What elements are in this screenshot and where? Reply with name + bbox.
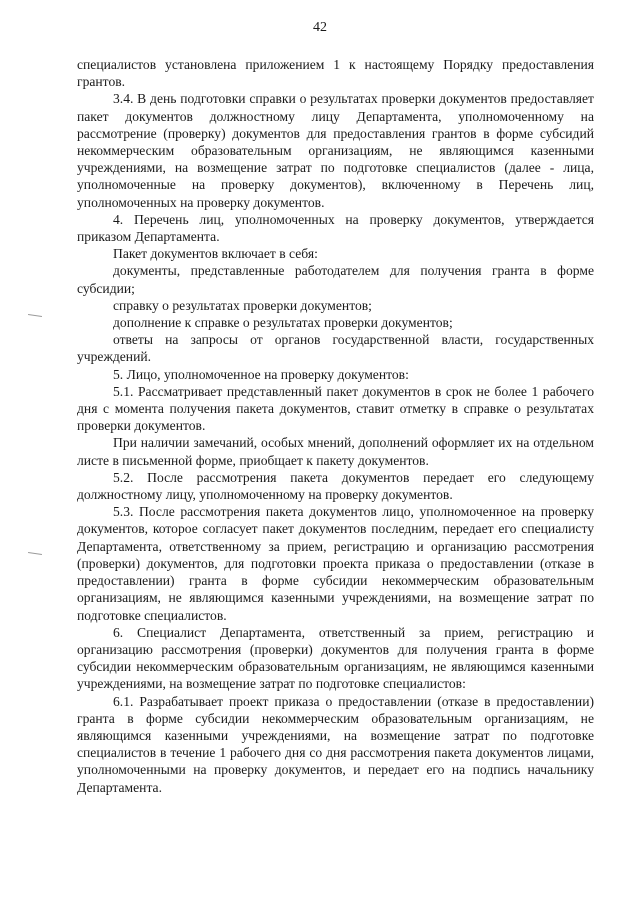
- paragraph: Пакет документов включает в себя:: [113, 246, 318, 262]
- paragraph: 5. Лицо, уполномоченное на проверку документов:: [113, 366, 409, 382]
- paragraph: 3.4. В день подготовки справки о результатах проверки документов предоставляет пакет документов должностному лицу Департамента, уполномоченному на рассмотрение (проверку) документов для предоставления грантов в форме субсидий некоммерческим образовательным организациям, не являющимся казенными учреждениями, на возмещение затрат по подготовке специалистов (далее - лица, уполномоченные на проверку документов), включенному в Перечень лиц, уполномоченных на проверку документов.: [77, 91, 594, 210]
- paragraph: 6. Специалист Департамента, ответственный за прием, регистрацию и организацию рассмотрения (проверки) документов для получения гранта в форме субсидии некоммерческим образовательным организациям, не являющимся казенными учреждениями, на возмещение затрат по подготовке специалистов:: [77, 624, 594, 692]
- paragraph: 5.3. После рассмотрения пакета документов лицо, уполномоченное на проверку документов, которое согласует пакет документов последним, передает его специалисту Департамента, ответственному за прием, регистрацию и организацию рассмотрения (проверки) документов, для подготовки проекта приказа о предоставлении (отказе в предоставлении) гранта в форме субсидии некоммерческим образовательным организациям, не являющимся казенными учреждениями, на возмещение затрат по подготовке специалистов.: [77, 504, 594, 623]
- paragraph: При наличии замечаний, особых мнений, дополнений оформляет их на отдельном листе в письменной форме, приобщает к пакету документов.: [77, 435, 594, 468]
- paragraph: 5.2. После рассмотрения пакета документов передает его следующему должностному лицу, уполномоченному на проверку документов.: [77, 469, 594, 503]
- paragraph: 4. Перечень лиц, уполномоченных на проверку документов, утверждается приказом Департамента.: [77, 211, 594, 245]
- scan-margin-mark: [28, 314, 42, 317]
- paragraph: специалистов установлена приложением 1 к настоящему Порядку предоставления грантов.: [77, 57, 594, 90]
- paragraph: 6.1. Разрабатывает проект приказа о предоставлении (отказе в предоставлении) гранта в форме субсидии некоммерческим образовательным организациям, не являющимся казенными учреждениями, на возмещение затрат по подготовке специалистов в течение 1 рабочего дня со дня рассмотрения пакета документов лицами, уполномоченными на проверку документов, и передает его на подпись начальнику Департамента.: [77, 693, 594, 795]
- page-number: 42: [313, 20, 327, 35]
- scan-margin-mark: [28, 552, 42, 555]
- list-item: дополнение к справке о результатах проверки документов;: [113, 315, 453, 331]
- list-item: документы, представленные работодателем для получения гранта в форме субсидии;: [77, 263, 594, 296]
- list-item: ответы на запросы от органов государственной власти, государственных учреждений.: [77, 332, 594, 365]
- document-body: [77, 56, 594, 796]
- paragraph: 5.1. Рассматривает представленный пакет документов в срок не более 1 рабочего дня с момента получения пакета документов, ставит отметку в справке о результатах проверки документов.: [77, 383, 594, 434]
- list-item: справку о результатах проверки документов;: [113, 297, 372, 313]
